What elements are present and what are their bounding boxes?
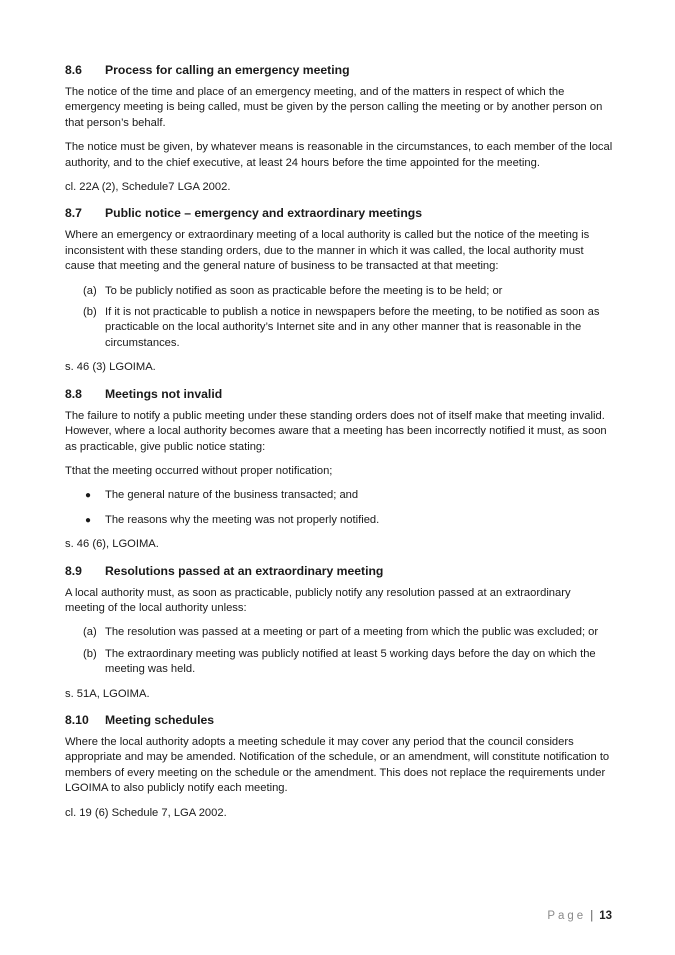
page-label: Page [547, 910, 587, 922]
list-item-label: (a) [83, 284, 97, 297]
section-number: 8.7 [65, 206, 82, 221]
bullet-icon: ● [85, 490, 92, 502]
section-title: Public notice – emergency and extraordinary meetings [105, 206, 422, 221]
paragraph: A local authority must, as soon as practicable, publicly notify any resolution passed at an extraordinary meeting of the local authority unless: [65, 586, 571, 614]
section-heading [65, 712, 613, 729]
section-8-9 [65, 563, 613, 702]
section-8-10 [65, 712, 613, 821]
section-title: Meeting schedules [105, 712, 215, 727]
list-item-label: (b) [83, 306, 97, 319]
section-8-8 [65, 386, 613, 553]
footer-separator: | [590, 910, 594, 922]
citation: cl. 22A (2), Schedule7 LGA 2002. [65, 181, 231, 194]
paragraph: The notice must be given, by whatever means is reasonable in the circumstances, to each member of the local authority, and to the chief executive, at least 24 hours before the time appointed for the meeting. [65, 141, 613, 169]
section-title: Resolutions passed at an extraordinary meeting [105, 563, 384, 578]
section-heading [65, 205, 613, 222]
list-item-label: (b) [83, 647, 97, 660]
list-item-label: (a) [83, 626, 97, 639]
section-number: 8.6 [65, 63, 82, 77]
citation: cl. 19 (6) Schedule 7, LGA 2002. [65, 806, 227, 819]
section-title: Meetings not invalid [105, 386, 223, 401]
section-title: Process for calling an emergency meeting [105, 63, 350, 77]
section-number: 8.8 [65, 386, 82, 401]
list-item [83, 284, 613, 299]
citation: s. 46 (3) LGOIMA. [65, 361, 156, 374]
section-number: 8.9 [65, 563, 82, 578]
paragraph: Where the local authority adopts a meeting schedule it may cover any period that the council considers appropriate and may be amended. Notification of the schedule, or an amendment, will constitute notification to members of every meeting on the schedule or the amendment. This does not replace the requirements under LGOIMA to also publicly notify each meeting. [65, 735, 610, 795]
bullet-icon: ● [85, 514, 92, 526]
page-footer [547, 909, 612, 924]
list-item [83, 647, 613, 678]
section-heading [65, 563, 613, 580]
list-item [83, 305, 613, 351]
section-heading [65, 386, 613, 403]
paragraph: Where an emergency or extraordinary meeting of a local authority is called but the notice of the meeting is inconsistent with these standing orders, due to the manner in which it was called, the local authority must cause that meeting and the general nature of business to be transacted at that meeting: [65, 229, 590, 273]
bullet-text: The general nature of the business transacted; and [105, 489, 359, 502]
citation: s. 46 (6), LGOIMA. [65, 538, 159, 551]
section-8-7 [65, 205, 613, 375]
list-item [83, 625, 613, 640]
section-8-6 [65, 62, 613, 195]
list-item-text: To be publicly notified as soon as practicable before the meeting is to be held; or [105, 284, 503, 297]
paragraph: The notice of the time and place of an emergency meeting, and of the matters in respect of which the emergency meeting is being called, must be given by the person calling the meeting or by another person on that person’s behalf. [65, 86, 603, 129]
bullet-item [85, 513, 613, 528]
bullet-text: The reasons why the meeting was not properly notified. [105, 513, 380, 526]
list-item-text: The resolution was passed at a meeting or part of a meeting from which the public was excluded; or [105, 626, 599, 639]
paragraph: The failure to notify a public meeting under these standing orders does not of itself make that meeting invalid. However, where a local authority becomes aware that a meeting has been incorrectly notified it must, as soon as practicable, give public notice stating: [65, 409, 607, 453]
bullet-item [85, 488, 613, 503]
document-page [65, 62, 613, 831]
citation: s. 51A, LGOIMA. [65, 687, 150, 700]
section-heading [65, 62, 613, 79]
list-item-text: If it is not practicable to publish a notice in newspapers before the meeting, to be notified as soon as practicable on the local authority’s Internet site and in any other manner that is reasonable in the circumstances. [105, 306, 600, 349]
paragraph: Tthat the meeting occurred without proper notification; [65, 464, 333, 477]
list-item-text: The extraordinary meeting was publicly notified at least 5 working days before the day on which the meeting was held. [105, 647, 596, 676]
page-number: 13 [599, 910, 612, 922]
section-number: 8.10 [65, 712, 89, 727]
